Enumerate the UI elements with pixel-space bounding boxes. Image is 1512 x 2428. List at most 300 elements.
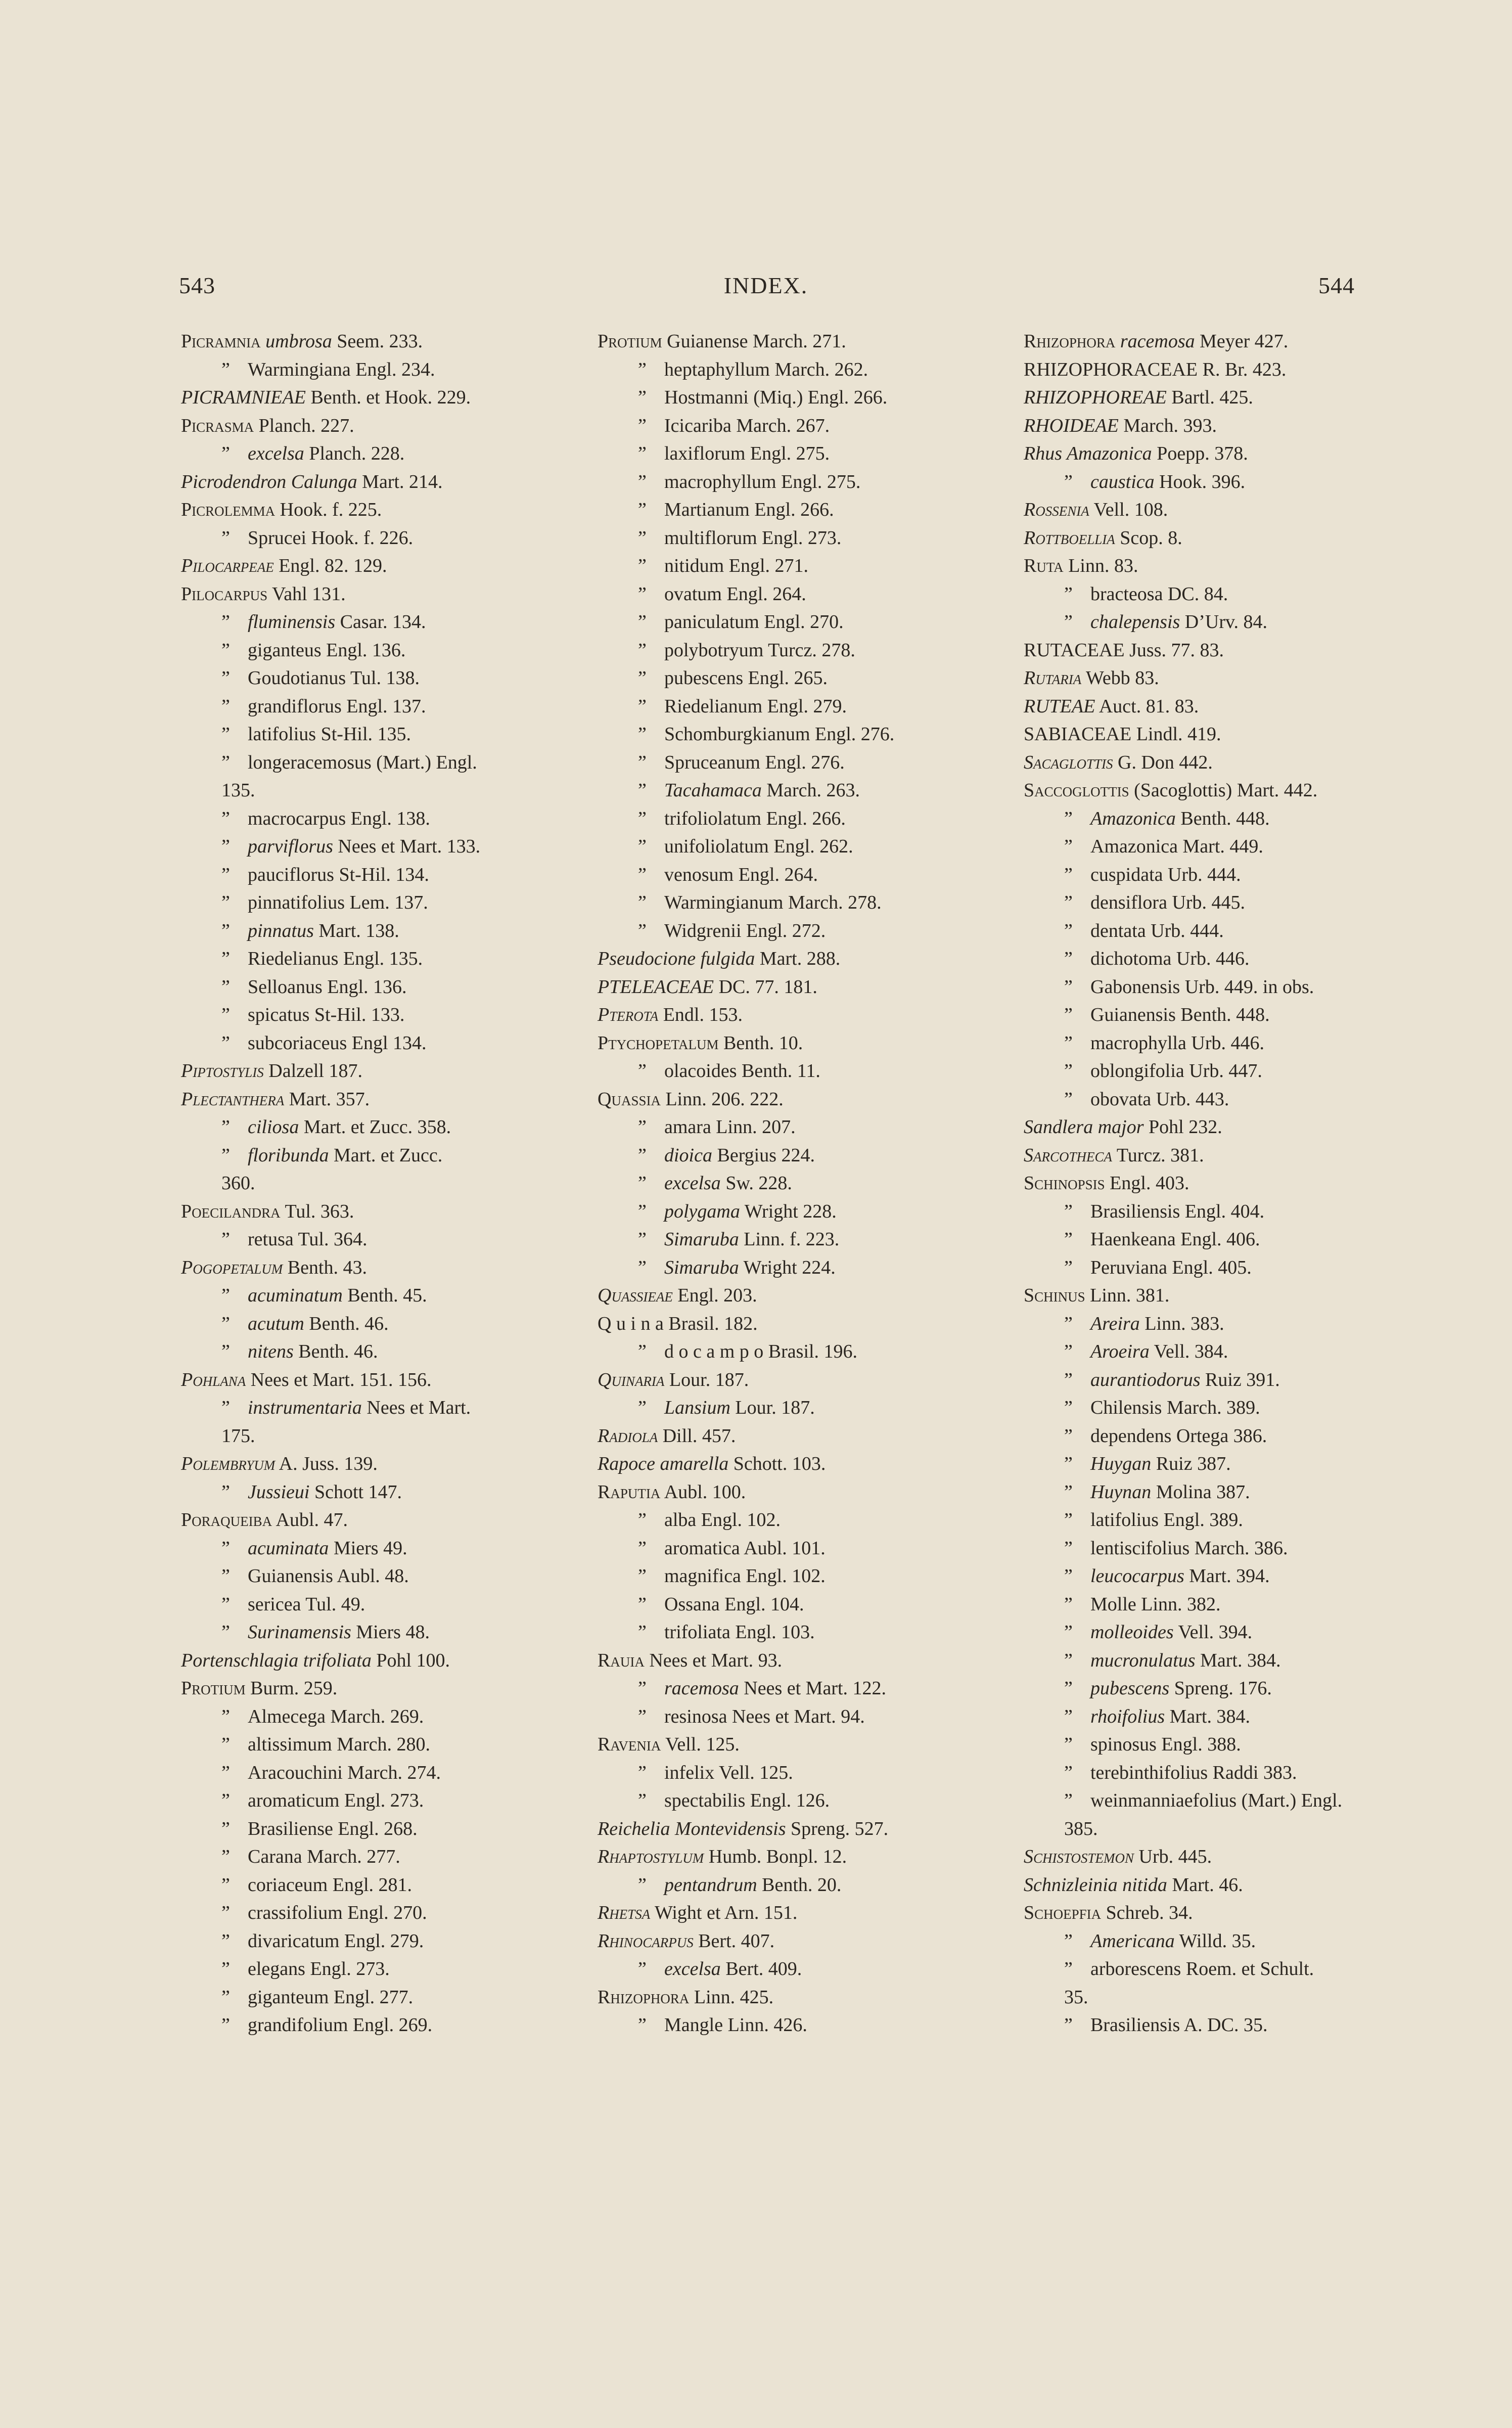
index-entry (181, 637, 575, 665)
index-entry (181, 580, 575, 609)
entry-reference: Molina 387. (1151, 1481, 1250, 1503)
index-entry (598, 1871, 982, 1900)
entry-text: Spruceanum Engl. 276. (664, 751, 845, 773)
index-entry (598, 973, 982, 1002)
index-entry (181, 1787, 575, 1815)
index-entry (598, 1394, 982, 1422)
entry-reference: Mart. 214. (357, 471, 443, 492)
italic-name: molleoides (1090, 1622, 1174, 1643)
italic-name: acuminata (248, 1537, 329, 1559)
ditto-mark: ” (221, 751, 230, 773)
index-entry (598, 1955, 982, 1984)
entry-reference: Nees et Mart. 122. (739, 1678, 887, 1699)
genus-name: Picrasma (181, 415, 254, 436)
index-entry (181, 1506, 575, 1535)
italic-name: racemosa (664, 1678, 739, 1699)
entry-reference: DC. 77. 181. (714, 976, 817, 998)
family-name: RHOIDEAE (1024, 415, 1119, 436)
index-entry (1024, 1955, 1372, 1984)
entry-text: pubescens Engl. 265. (664, 667, 828, 689)
entry-text: Widgrenii Engl. 272. (664, 920, 826, 941)
entry-reference: D’Urv. 84. (1180, 611, 1268, 633)
genus-name: Sarcotheca (1024, 1144, 1113, 1166)
genus-name: Rutaria (1024, 667, 1082, 689)
index-entry (1024, 1618, 1372, 1647)
entry-text: retusa Tul. 364. (248, 1229, 368, 1250)
index-entry (598, 1226, 982, 1254)
ditto-mark: ” (638, 1116, 647, 1138)
entry-text: aromaticum Engl. 273. (248, 1790, 424, 1811)
index-entry (1024, 496, 1372, 524)
entry-reference: Hook. 396. (1154, 471, 1246, 492)
entry-reference: March. 393. (1118, 415, 1217, 436)
family-name: PTELEACEAE (598, 976, 714, 998)
index-column-1 (181, 328, 575, 2040)
ditto-mark: ” (221, 892, 230, 913)
entry-text: d o c a m p o Brasil. 196. (664, 1341, 858, 1362)
index-entry (181, 1703, 575, 1731)
genus-name: Plectanthera (181, 1088, 285, 1110)
index-entry (1024, 721, 1372, 749)
entry-text: macrophylla Urb. 446. (1090, 1032, 1265, 1054)
index-entry (1024, 1927, 1372, 1956)
index-entry (598, 1254, 982, 1282)
entry-reference: Poepp. 378. (1152, 443, 1248, 464)
entry-reference: (Sacoglottis) Mart. 442. (1129, 780, 1318, 801)
entry-text: Ossana Engl. 104. (664, 1593, 804, 1615)
index-entry (181, 721, 575, 749)
ditto-mark: ” (638, 695, 647, 717)
entry-text: Molle Linn. 382. (1090, 1593, 1221, 1615)
ditto-mark: ” (1064, 1958, 1073, 1980)
index-entry (1024, 1170, 1372, 1198)
entry-reference: Benth. et Hook. 229. (305, 387, 471, 408)
index-entry (1024, 1591, 1372, 1619)
index-column-3 (1024, 328, 1372, 2040)
index-entry (598, 721, 982, 749)
index-entry (181, 1450, 575, 1478)
entry-text: alba Engl. 102. (664, 1509, 781, 1531)
entry-reference: Bartl. 425. (1166, 387, 1253, 408)
genus-name: Pohlana (181, 1369, 246, 1390)
ditto-mark: ” (1064, 920, 1073, 941)
index-entry (1024, 552, 1372, 580)
index-entry (1024, 1815, 1372, 1844)
index-entry (598, 1001, 982, 1029)
index-entry (598, 2011, 982, 2040)
index-entry (181, 1310, 575, 1338)
ditto-mark: ” (1064, 1032, 1073, 1054)
italic-name: racemosa (1120, 331, 1195, 352)
index-entry (598, 1927, 982, 1956)
index-entry (181, 1815, 575, 1844)
ditto-mark: ” (1064, 1734, 1073, 1755)
italic-name: acuminatum (248, 1285, 343, 1306)
entry-reference: Spreng. 527. (786, 1818, 889, 1839)
entry-reference: Turcz. 381. (1112, 1144, 1204, 1166)
entry-reference: Mart. 384. (1195, 1649, 1281, 1671)
index-entry (1024, 1450, 1372, 1478)
entry-reference: Benth. 45. (342, 1285, 427, 1306)
entry-text: dependens Ortega 386. (1090, 1425, 1267, 1447)
ditto-mark: ” (1064, 1200, 1073, 1222)
family-name: PICRAMNIEAE (181, 387, 306, 408)
entry-reference: Meyer 427. (1195, 331, 1289, 352)
index-entry (598, 496, 982, 524)
index-entry (1024, 328, 1372, 356)
entry-text: resinosa Nees et Mart. 94. (664, 1705, 865, 1727)
index-entry (1024, 1394, 1372, 1422)
entry-reference: Vell. 108. (1089, 499, 1168, 520)
index-entry (181, 1591, 575, 1619)
entry-reference: Lour. 187. (664, 1369, 749, 1390)
index-column-2 (598, 328, 982, 2040)
ditto-mark: ” (221, 836, 230, 857)
entry-reference: Wight et Arn. 151. (650, 1902, 798, 1923)
index-entry (598, 805, 982, 833)
genus-name: Rhizophora (598, 1986, 690, 2008)
entry-text: infelix Vell. 125. (664, 1762, 793, 1783)
entry-text: densiflora Urb. 445. (1090, 892, 1246, 913)
entry-reference: Vell. 384. (1149, 1341, 1228, 1362)
ditto-mark: ” (1064, 1678, 1073, 1699)
index-entry (598, 1703, 982, 1731)
index-entry (181, 356, 575, 384)
italic-name: nitens (248, 1341, 294, 1362)
ditto-mark: ” (638, 1622, 647, 1643)
entry-reference: Miers 49. (329, 1537, 407, 1559)
entry-text: RUTACEAE Juss. 77. 83. (1024, 639, 1224, 661)
italic-name: parviflorus (248, 836, 333, 857)
ditto-mark: ” (638, 724, 647, 745)
italic-name: Simaruba (664, 1256, 739, 1278)
ditto-mark: ” (221, 1622, 230, 1643)
ditto-mark: ” (1064, 864, 1073, 885)
entry-reference: Bert. 409. (720, 1958, 802, 1980)
entry-reference: Ruiz 391. (1200, 1369, 1280, 1390)
ditto-mark: ” (221, 920, 230, 941)
index-entry (181, 552, 575, 580)
entry-reference: Wright 224. (739, 1256, 836, 1278)
entry-reference: Auct. 81. 83. (1095, 695, 1199, 717)
index-entry (1024, 524, 1372, 553)
ditto-mark: ” (1064, 976, 1073, 998)
ditto-mark: ” (1064, 1425, 1073, 1447)
italic-name: Jussieui (248, 1481, 310, 1503)
ditto-mark: ” (221, 1902, 230, 1923)
index-entry (181, 608, 575, 637)
index-entry (181, 1843, 575, 1871)
entry-reference: Schott. 103. (728, 1453, 826, 1474)
entry-reference: Linn. f. 223. (739, 1229, 840, 1250)
index-entry (598, 1198, 982, 1226)
entry-text: 135. (221, 780, 255, 801)
entry-text: ovatum Engl. 264. (664, 583, 806, 605)
entry-reference: Scop. 8. (1115, 527, 1182, 549)
family-name: RHIZOPHOREAE (1024, 387, 1167, 408)
ditto-mark: ” (221, 1397, 230, 1418)
index-entry (1024, 1226, 1372, 1254)
index-entry (181, 1927, 575, 1956)
entry-text: oblongifolia Urb. 447. (1090, 1060, 1262, 1082)
ditto-mark: ” (638, 1790, 647, 1811)
entry-reference: Engl. 82. 129. (273, 555, 387, 576)
index-entry (598, 1142, 982, 1170)
entry-reference: Engl. 403. (1105, 1173, 1189, 1194)
index-entry (181, 1029, 575, 1058)
index-entry (598, 833, 982, 861)
index-entry (1024, 917, 1372, 946)
genus-name: Ruta (1024, 555, 1064, 576)
entry-text: longeracemosus (Mart.) Engl. (248, 751, 477, 773)
ditto-mark: ” (638, 583, 647, 605)
entry-text: grandifolium Engl. 269. (248, 2014, 433, 2036)
genus-name: Rhaptostylum (598, 1846, 704, 1867)
entry-reference: Dalzell 187. (263, 1060, 362, 1082)
italic-name: acutum (248, 1313, 304, 1334)
ditto-mark: ” (1064, 892, 1073, 913)
index-entry (598, 1535, 982, 1563)
genus-name: Ravenia (598, 1734, 661, 1755)
entry-text: cuspidata Urb. 444. (1090, 864, 1241, 885)
index-entry (598, 580, 982, 609)
entry-reference: Guianense March. 271. (662, 331, 846, 352)
entry-reference: Benth. 46. (304, 1313, 389, 1334)
index-entry (1024, 1113, 1372, 1142)
ditto-mark: ” (1064, 2014, 1073, 2036)
entry-text: laxiflorum Engl. 275. (664, 443, 830, 464)
italic-name: floribunda (248, 1144, 329, 1166)
genus-name: Rottboellia (1024, 527, 1115, 549)
ditto-mark: ” (221, 1481, 230, 1503)
index-entry (1024, 777, 1372, 805)
index-entry (1024, 1871, 1372, 1900)
ditto-mark: ” (221, 358, 230, 380)
ditto-mark: ” (638, 1200, 647, 1222)
index-entry (181, 524, 575, 553)
entry-reference: Miers 48. (351, 1622, 430, 1643)
index-entry (1024, 1843, 1372, 1871)
entry-text: weinmanniaefolius (Mart.) Engl. (1090, 1790, 1343, 1811)
entry-reference: Nees et Mart. 93. (644, 1649, 783, 1671)
index-entry (1024, 805, 1372, 833)
index-entry (181, 1001, 575, 1029)
index-entry (598, 749, 982, 777)
index-entry (598, 1057, 982, 1086)
index-entry (1024, 833, 1372, 861)
italic-name: aurantiodorus (1090, 1369, 1201, 1390)
ditto-mark: ” (221, 1004, 230, 1025)
ditto-mark: ” (638, 667, 647, 689)
ditto-mark: ” (221, 1818, 230, 1839)
index-entry (1024, 468, 1372, 497)
index-entry (181, 328, 575, 356)
index-entry (1024, 1984, 1372, 2012)
entry-reference: Humb. Bonpl. 12. (704, 1846, 847, 1867)
italic-name: Aroeira (1090, 1341, 1150, 1362)
index-entry (1024, 1086, 1372, 1114)
entry-text: arborescens Roem. et Schult. (1090, 1958, 1314, 1980)
ditto-mark: ” (638, 1256, 647, 1278)
index-entry (1024, 749, 1372, 777)
index-entry (598, 861, 982, 889)
genus-name: Rhinocarpus (598, 1930, 694, 1952)
index-entry (181, 1254, 575, 1282)
entry-text: venosum Engl. 264. (664, 864, 818, 885)
index-entry (598, 1562, 982, 1591)
entry-reference: Linn. 383. (1139, 1313, 1224, 1334)
italic-name: excelsa (248, 443, 304, 464)
index-entry (181, 1675, 575, 1703)
ditto-mark: ” (638, 1060, 647, 1082)
entry-text: latifolius Engl. 389. (1090, 1509, 1243, 1531)
italic-name: Amazonica (1090, 807, 1176, 829)
index-entry (598, 664, 982, 693)
italic-name: instrumentaria (248, 1397, 362, 1418)
index-entry (1024, 356, 1372, 384)
index-entry (598, 328, 982, 356)
entry-reference: A. Juss. 139. (275, 1453, 378, 1474)
entry-reference: Bergius 224. (712, 1144, 815, 1166)
ditto-mark: ” (638, 1144, 647, 1166)
index-entry (181, 664, 575, 693)
entry-text: heptaphyllum March. 262. (664, 358, 868, 380)
entry-reference: Burm. 259. (245, 1678, 338, 1699)
italic-name: Huygan (1090, 1453, 1152, 1474)
genus-name: Rhizophora (1024, 331, 1116, 352)
ditto-mark: ” (638, 1229, 647, 1250)
entry-reference: Seem. 233. (332, 331, 423, 352)
ditto-mark: ” (1064, 948, 1073, 969)
italic-name: Reichelia Montevidensis (598, 1818, 786, 1839)
genus-name: Pogopetalum (181, 1256, 283, 1278)
entry-text: olacoides Benth. 11. (664, 1060, 820, 1082)
index-entry (598, 1591, 982, 1619)
genus-name: Raputia (598, 1481, 661, 1503)
italic-name: caustica (1090, 471, 1155, 492)
ditto-mark: ” (1064, 1790, 1073, 1811)
ditto-mark: ” (1064, 1088, 1073, 1110)
entry-reference: Benth. 43. (283, 1256, 367, 1278)
index-entry (598, 412, 982, 440)
index-entry (1024, 1731, 1372, 1759)
ditto-mark: ” (1064, 1649, 1073, 1671)
entry-reference: Spreng. 176. (1169, 1678, 1272, 1699)
italic-name: ciliosa (248, 1116, 299, 1138)
entry-text: Amazonica Mart. 449. (1090, 836, 1263, 857)
entry-text: Goudotianus Tul. 138. (248, 667, 420, 689)
genus-name: Schinopsis (1024, 1173, 1105, 1194)
index-entry (1024, 1029, 1372, 1058)
index-entry (181, 440, 575, 468)
index-entry (598, 1366, 982, 1395)
italic-name: Picrodendron Calunga (181, 471, 357, 492)
ditto-mark: ” (638, 358, 647, 380)
entry-reference: Nees et Mart. (361, 1397, 471, 1418)
italic-name: umbrosa (265, 331, 332, 352)
entry-text: Haenkeana Engl. 406. (1090, 1229, 1260, 1250)
index-entry (1024, 2011, 1372, 2040)
italic-name: Huynan (1090, 1481, 1152, 1503)
genus-name: Quassieae (598, 1285, 673, 1306)
entry-text: Gabonensis Urb. 449. in obs. (1090, 976, 1314, 998)
ditto-mark: ” (638, 1565, 647, 1587)
italic-name: Pseudocione fulgida (598, 948, 755, 969)
entry-text: macrophyllum Engl. 275. (664, 471, 861, 492)
index-entry (598, 1338, 982, 1366)
italic-name: Simaruba (664, 1229, 739, 1250)
index-entry (181, 468, 575, 497)
italic-name: fluminensis (248, 611, 336, 633)
entry-text: grandiflorus Engl. 137. (248, 695, 426, 717)
entry-reference: Aubl. 47. (272, 1509, 348, 1531)
entry-text: polybotryum Turcz. 278. (664, 639, 855, 661)
index-entry (598, 1984, 982, 2012)
ditto-mark: ” (1064, 1341, 1073, 1362)
entry-text: bracteosa DC. 84. (1090, 583, 1228, 605)
index-entry (1024, 1001, 1372, 1029)
entry-text: trifoliata Engl. 103. (664, 1622, 815, 1643)
entry-text: Chilensis March. 389. (1090, 1397, 1260, 1418)
genus-name: Polembryum (181, 1453, 276, 1474)
italic-name: pentandrum (664, 1874, 757, 1896)
index-entry (598, 1170, 982, 1198)
ditto-mark: ” (221, 667, 230, 689)
ditto-mark: ” (1064, 1481, 1073, 1503)
index-entry (598, 693, 982, 721)
ditto-mark: ” (221, 527, 230, 549)
entry-text: Brasiliensis A. DC. 35. (1090, 2014, 1268, 2036)
entry-text: pauciflorus St-Hil. 134. (248, 864, 429, 885)
entry-text: altissimum March. 280. (248, 1734, 430, 1755)
index-entry (598, 468, 982, 497)
index-entry (181, 1142, 575, 1170)
entry-text: pinnatifolius Lem. 137. (248, 892, 428, 913)
ditto-mark: ” (1064, 1256, 1073, 1278)
index-entry (181, 945, 575, 973)
ditto-mark: ” (1064, 1004, 1073, 1025)
index-entry (181, 1478, 575, 1507)
index-entry (598, 608, 982, 637)
italic-name: dioica (664, 1144, 712, 1166)
entry-reference: Webb 83. (1081, 667, 1159, 689)
italic-name: Surinamensis (248, 1622, 351, 1643)
entry-text: Selloanus Engl. 136. (248, 976, 407, 998)
genus-name: Piptostylis (181, 1060, 264, 1082)
ditto-mark: ” (638, 387, 647, 408)
italic-name: Lansium (664, 1397, 730, 1418)
index-entry (1024, 1506, 1372, 1535)
italic-name: pinnatus (248, 920, 314, 941)
ditto-mark: ” (221, 1116, 230, 1138)
ditto-mark: ” (221, 724, 230, 745)
entry-reference: Lour. 187. (730, 1397, 815, 1418)
entry-text: Aracouchini March. 274. (248, 1762, 441, 1783)
ditto-mark: ” (221, 1537, 230, 1559)
entry-text: giganteus Engl. 136. (248, 639, 406, 661)
index-entry (598, 1815, 982, 1844)
genus-name: Pilocarpeae (181, 555, 274, 576)
entry-text: amara Linn. 207. (664, 1116, 796, 1138)
index-entry (181, 1618, 575, 1647)
entry-text: Riedelianum Engl. 279. (664, 695, 847, 717)
entry-reference: Benth. 20. (757, 1874, 842, 1896)
entry-reference: Linn. 381. (1085, 1285, 1170, 1306)
entry-reference: Mart. et Zucc. 358. (299, 1116, 451, 1138)
ditto-mark: ” (638, 836, 647, 857)
ditto-mark: ” (1064, 1705, 1073, 1727)
entry-reference: Planch. 228. (304, 443, 405, 464)
